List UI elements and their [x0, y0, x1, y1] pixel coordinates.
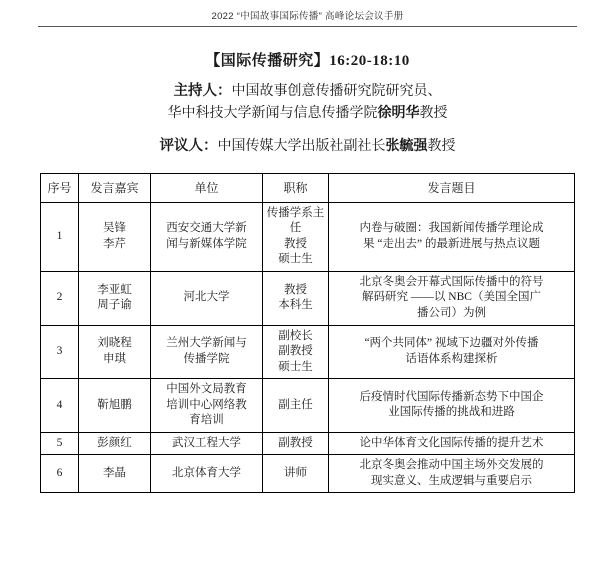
table-header-row	[41, 173, 575, 202]
cell-guest	[79, 325, 151, 379]
unit-line: 北京体育大学	[172, 466, 241, 479]
cell-unit	[151, 432, 263, 455]
topic-line: 解码研究 ——以 NBC（美国全国广	[362, 291, 541, 304]
topic-line: “两个共同体” 视域下边疆对外传播	[364, 337, 539, 350]
rank-line: 讲师	[284, 466, 307, 479]
host-org-1: 中国故事创意传播研究院研究员、	[231, 84, 442, 99]
guest-name: 靳旭鹏	[97, 398, 132, 411]
rank-line: 副主任	[278, 398, 313, 411]
cell-topic	[329, 202, 575, 271]
cell-unit	[151, 379, 263, 433]
reviewer-name: 张毓强	[385, 138, 428, 154]
table-row	[41, 455, 575, 493]
cell-guest	[79, 379, 151, 433]
host-line-2	[60, 104, 555, 124]
reviewer-line	[60, 136, 555, 157]
cell-no: 3	[41, 325, 79, 379]
topic-line: 北京冬奥会开幕式国际传播中的符号	[359, 275, 544, 288]
guest-name: 吴锋	[103, 222, 126, 235]
session-title: 【国际传播研究】16:20-18:10	[205, 53, 410, 69]
cell-topic	[329, 271, 575, 325]
topic-line: 果 “走出去” 的最新进展与热点议题	[363, 237, 540, 250]
topic-line: 北京冬奥会推动中国主场外交发展的	[359, 459, 544, 472]
column-header-topic: 发言题目	[329, 173, 575, 202]
rank-line: 硕士生	[278, 253, 313, 266]
rank-line: 副校长	[278, 329, 313, 342]
cell-rank	[263, 432, 329, 455]
guest-name: 彭颜红	[97, 436, 132, 449]
cell-topic	[329, 455, 575, 493]
cell-rank	[263, 271, 329, 325]
unit-line: 传播学院	[183, 352, 230, 365]
guest-name: 李芹	[103, 237, 126, 250]
cell-guest	[79, 432, 151, 455]
unit-line: 育培训	[189, 414, 224, 427]
column-header-guest: 发言嘉宾	[79, 173, 151, 202]
unit-line: 武汉工程大学	[172, 436, 241, 449]
unit-line: 培训中心网络教	[166, 398, 247, 411]
cell-topic	[329, 325, 575, 379]
cell-no: 2	[41, 271, 79, 325]
cell-rank	[263, 455, 329, 493]
topic-line: 业国际传播的挑战和进路	[388, 406, 515, 419]
cell-unit	[151, 202, 263, 271]
rank-line: 教授	[284, 283, 307, 296]
column-header-no: 序号	[41, 173, 79, 202]
cell-unit	[151, 325, 263, 379]
reviewer-org: 中国传媒大学出版社副社长	[217, 138, 386, 154]
cell-guest	[79, 455, 151, 493]
cell-topic	[329, 432, 575, 455]
cell-topic	[329, 379, 575, 433]
guest-name: 李晶	[103, 466, 126, 479]
column-header-unit: 单位	[151, 173, 263, 202]
topic-line: 后疫情时代国际传播新态势下中国企	[359, 390, 544, 403]
cell-unit	[151, 455, 263, 493]
topic-line: 播公司）为例	[417, 306, 486, 319]
unit-line: 闻与新媒体学院	[166, 237, 247, 250]
agenda-table	[40, 173, 575, 493]
cell-no: 4	[41, 379, 79, 433]
unit-line: 西安交通大学新	[166, 222, 247, 235]
cell-rank	[263, 202, 329, 271]
cell-no: 1	[41, 202, 79, 271]
cell-no: 6	[41, 455, 79, 493]
guest-name: 李亚虹	[97, 283, 132, 296]
cell-guest	[79, 202, 151, 271]
rank-line: 教授	[284, 237, 307, 250]
topic-line: 内卷与破圈：我国新闻传播学理论成	[359, 222, 544, 235]
cell-rank	[263, 379, 329, 433]
host-rank: 教授	[419, 106, 448, 122]
cell-unit	[151, 271, 263, 325]
rank-line: 本科生	[278, 299, 313, 312]
reviewer-label: 评议人：	[159, 137, 218, 154]
topic-line: 话语体系构建探析	[405, 352, 498, 365]
column-header-rank: 职称	[263, 173, 329, 202]
table-row	[41, 325, 575, 379]
header-divider	[38, 26, 577, 27]
unit-line: 中国外文局教育	[166, 383, 247, 396]
table-row	[41, 432, 575, 455]
cell-guest	[79, 271, 151, 325]
session-block	[0, 49, 615, 157]
table-row	[41, 271, 575, 325]
table-row	[41, 202, 575, 271]
cell-no: 5	[41, 432, 79, 455]
host-name: 徐明华	[377, 106, 420, 122]
table-row	[41, 379, 575, 433]
page-bottom-margin	[0, 493, 615, 553]
unit-line: 兰州大学新闻与	[166, 337, 247, 350]
host-label: 主持人：	[173, 83, 232, 99]
rank-line: 副教授	[278, 436, 313, 449]
running-header: 2022 “中国故事国际传播” 高峰论坛会议手册	[211, 11, 404, 22]
cell-rank	[263, 325, 329, 379]
reviewer-rank: 教授	[427, 138, 456, 154]
host-line	[60, 81, 555, 125]
rank-line: 传播学系主任	[266, 206, 325, 235]
guest-name: 刘晓程	[97, 337, 132, 350]
guest-name: 周子谕	[97, 299, 132, 312]
guest-name: 申琪	[103, 352, 126, 365]
rank-line: 硕士生	[278, 360, 313, 373]
topic-line: 现实意义、生成逻辑与重要启示	[371, 474, 532, 487]
host-org-2: 华中科技大学新闻与信息传播学院	[167, 106, 378, 122]
unit-line: 河北大学	[183, 291, 230, 304]
topic-line: 论中华体育文化国际传播的提升艺术	[359, 436, 544, 449]
rank-line: 副教授	[278, 345, 313, 358]
